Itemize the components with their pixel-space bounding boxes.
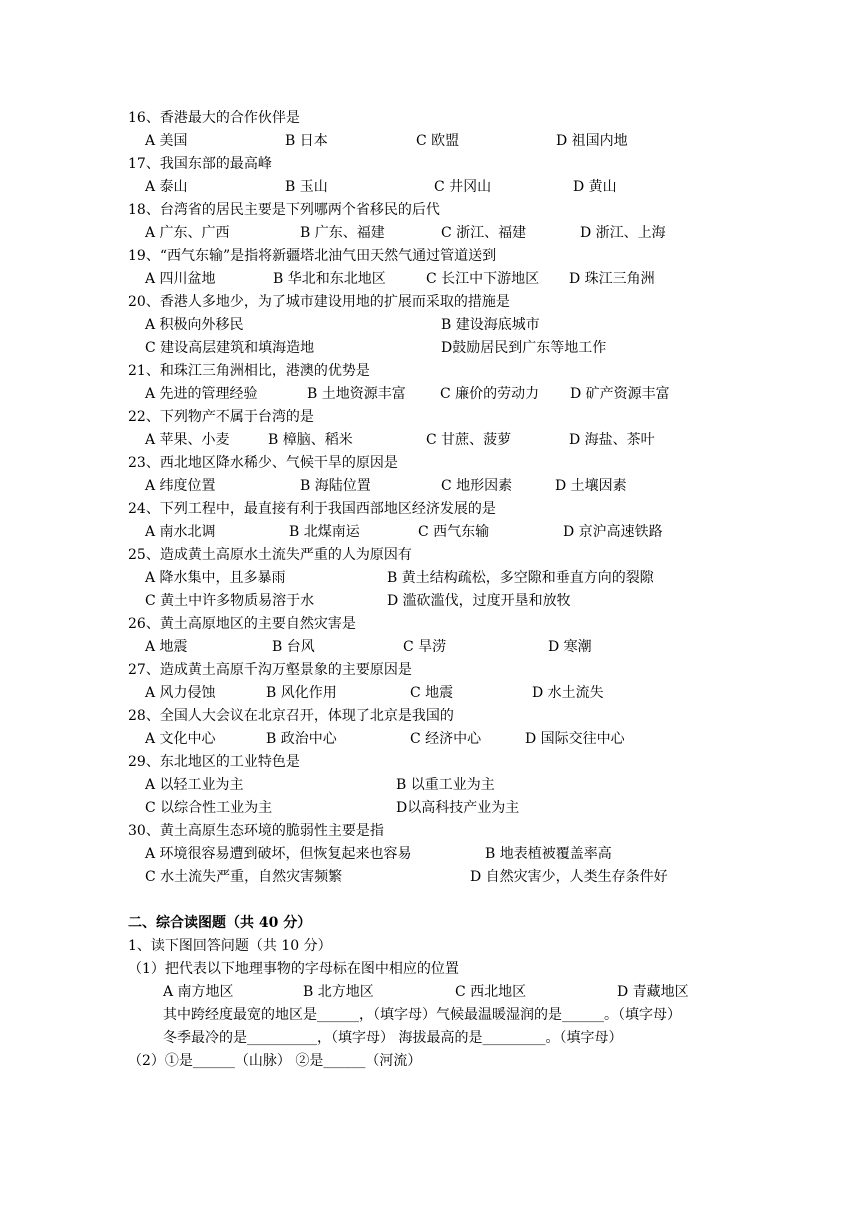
question-29-option-d: D以高科技产业为主 bbox=[396, 800, 520, 816]
question-22-option-b: B 樟脑、稻米 bbox=[268, 432, 353, 448]
question-28-stem: 28、全国人大会议在北京召开，体现了北京是我国的 bbox=[128, 708, 454, 724]
question-21-option-d: D 矿产资源丰富 bbox=[570, 386, 670, 402]
question-16-option-d: D 祖国内地 bbox=[556, 133, 628, 149]
question-24-option-d: D 京沪高速铁路 bbox=[563, 524, 663, 540]
question-24-stem: 24、下列工程中，最直接有利于我国西部地区经济发展的是 bbox=[128, 501, 496, 517]
question-24-option-c: C 西气东输 bbox=[418, 524, 490, 540]
question-18-option-c: C 浙江、福建 bbox=[441, 225, 527, 241]
question-23-option-d: D 土壤因素 bbox=[555, 478, 627, 494]
question-26-option-b: B 台风 bbox=[272, 639, 315, 655]
question-22-option-a: A 苹果、小麦 bbox=[145, 432, 230, 448]
fill-blank-line-1: 其中跨经度最宽的地区是______，（填字母）气候最温暖湿润的是______。（填字母） bbox=[163, 1007, 681, 1023]
question-18-option-d: D 浙江、上海 bbox=[580, 225, 666, 241]
question-17-option-b: B 玉山 bbox=[285, 179, 328, 195]
question-25-option-a: A 降水集中，且多暴雨 bbox=[145, 570, 286, 586]
question-16-option-b: B 日本 bbox=[285, 133, 328, 149]
question-21-option-a: A 先进的管理经验 bbox=[145, 386, 258, 402]
question-29-option-b: B 以重工业为主 bbox=[396, 777, 495, 793]
question-27-option-a: A 风力侵蚀 bbox=[145, 685, 216, 701]
question-20-stem: 20、香港人多地少，为了城市建设用地的扩展而采取的措施是 bbox=[128, 294, 510, 310]
question-30-option-d: D 自然灾害少，人类生存条件好 bbox=[470, 869, 668, 885]
question-20-option-b: B 建设海底城市 bbox=[441, 317, 540, 333]
question-23-option-c: C 地形因素 bbox=[441, 478, 513, 494]
question-18-stem: 18、台湾省的居民主要是下列哪两个省移民的后代 bbox=[128, 202, 440, 218]
question-19-option-c: C 长江中下游地区 bbox=[426, 271, 540, 287]
region-option-a: A 南方地区 bbox=[163, 984, 234, 1000]
question-28-option-d: D 国际交往中心 bbox=[525, 731, 625, 747]
question-26-option-c: C 旱涝 bbox=[403, 639, 447, 655]
question-20-option-d: D鼓励居民到广东等地工作 bbox=[441, 340, 607, 356]
question-27-option-d: D 水土流失 bbox=[532, 685, 604, 701]
question-20-option-c: C 建设高层建筑和填海造地 bbox=[145, 340, 315, 356]
question-26-stem: 26、黄土高原地区的主要自然灾害是 bbox=[128, 616, 356, 632]
question-28-option-a: A 文化中心 bbox=[145, 731, 216, 747]
question-30-stem: 30、黄土高原生态环境的脆弱性主要是指 bbox=[128, 823, 384, 839]
section2-question-1: 1、读下图回答问题（共 10 分） bbox=[128, 938, 332, 954]
question-19-stem: 19、“西气东输”是指将新疆塔北油气田天然气通过管道送到 bbox=[128, 248, 497, 264]
question-30-option-c: C 水土流失严重，自然灾害频繁 bbox=[145, 869, 343, 885]
question-17-option-d: D 黄山 bbox=[573, 179, 617, 195]
question-28-option-b: B 政治中心 bbox=[266, 731, 337, 747]
question-27-stem: 27、造成黄土高原千沟万壑景象的主要原因是 bbox=[128, 662, 412, 678]
region-option-d: D 青藏地区 bbox=[617, 984, 689, 1000]
question-17-stem: 17、我国东部的最高峰 bbox=[128, 156, 272, 172]
fill-blank-line-2: 冬季最冷的是__________，（填字母） 海拔最高的是_________。（填字母） bbox=[163, 1030, 623, 1046]
question-16-stem: 16、香港最大的合作伙伴是 bbox=[128, 110, 300, 126]
question-23-option-b: B 海陆位置 bbox=[300, 478, 371, 494]
question-25-stem: 25、造成黄土高原水土流失严重的人为原因有 bbox=[128, 547, 412, 563]
question-29-option-a: A 以轻工业为主 bbox=[145, 777, 244, 793]
question-24-option-a: A 南水北调 bbox=[145, 524, 216, 540]
question-21-option-b: B 土地资源丰富 bbox=[307, 386, 406, 402]
question-21-stem: 21、和珠江三角洲相比，港澳的优势是 bbox=[128, 363, 370, 379]
question-26-option-d: D 寒潮 bbox=[548, 639, 592, 655]
question-20-option-a: A 积极向外移民 bbox=[145, 317, 244, 333]
question-28-option-c: C 经济中心 bbox=[410, 731, 482, 747]
question-19-option-b: B 华北和东北地区 bbox=[273, 271, 386, 287]
question-24-option-b: B 北煤南运 bbox=[289, 524, 360, 540]
question-29-option-c: C 以综合性工业为主 bbox=[145, 800, 273, 816]
question-19-option-a: A 四川盆地 bbox=[145, 271, 216, 287]
question-19-option-d: D 珠江三角洲 bbox=[569, 271, 655, 287]
question-23-option-a: A 纬度位置 bbox=[145, 478, 216, 494]
section2-subquestion-2: （2）①是______（山脉） ②是______（河流） bbox=[128, 1053, 422, 1069]
question-18-option-a: A 广东、广西 bbox=[145, 225, 230, 241]
question-22-option-c: C 甘蔗、菠萝 bbox=[426, 432, 512, 448]
section-heading: 二、综合读图题（共 40 分） bbox=[128, 915, 312, 931]
question-17-option-a: A 泰山 bbox=[145, 179, 188, 195]
question-27-option-c: C 地震 bbox=[410, 685, 454, 701]
question-29-stem: 29、东北地区的工业特色是 bbox=[128, 754, 300, 770]
section2-subquestion-1: （1）把代表以下地理事物的字母标在图中相应的位置 bbox=[128, 961, 459, 977]
question-22-option-d: D 海盐、茶叶 bbox=[569, 432, 655, 448]
question-25-option-c: C 黄土中许多物质易溶于水 bbox=[145, 593, 315, 609]
question-30-option-a: A 环境很容易遭到破坏，但恢复起来也容易 bbox=[145, 846, 412, 862]
question-30-option-b: B 地表植被覆盖率高 bbox=[485, 846, 612, 862]
question-27-option-b: B 风化作用 bbox=[266, 685, 337, 701]
question-21-option-c: C 廉价的劳动力 bbox=[440, 386, 540, 402]
question-16-option-c: C 欧盟 bbox=[416, 133, 460, 149]
question-25-option-d: D 滥砍滥伐，过度开垦和放牧 bbox=[387, 593, 571, 609]
question-18-option-b: B 广东、福建 bbox=[300, 225, 385, 241]
question-26-option-a: A 地震 bbox=[145, 639, 188, 655]
question-23-stem: 23、西北地区降水稀少、气候干旱的原因是 bbox=[128, 455, 398, 471]
region-option-c: C 西北地区 bbox=[455, 984, 527, 1000]
question-25-option-b: B 黄土结构疏松，多空隙和垂直方向的裂隙 bbox=[387, 570, 654, 586]
question-17-option-c: C 井冈山 bbox=[434, 179, 492, 195]
region-option-b: B 北方地区 bbox=[303, 984, 374, 1000]
question-22-stem: 22、下列物产不属于台湾的是 bbox=[128, 409, 314, 425]
question-16-option-a: A 美国 bbox=[145, 133, 188, 149]
